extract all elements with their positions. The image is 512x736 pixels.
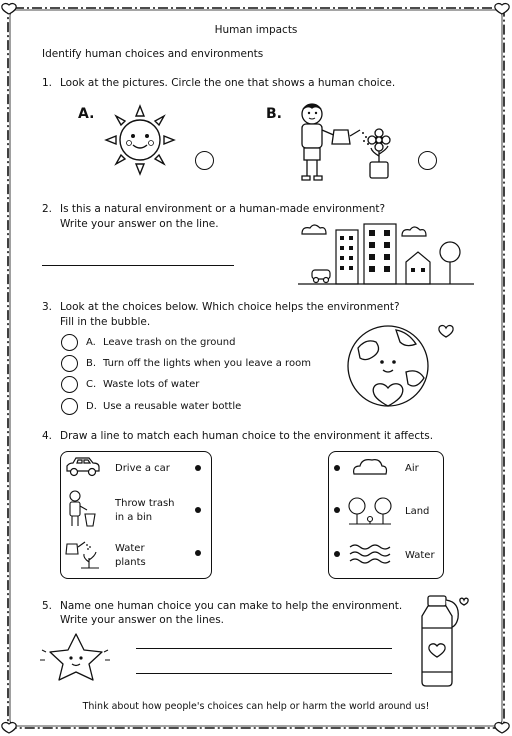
q4-choice-3-dot[interactable] bbox=[195, 550, 201, 556]
q3-option-a-letter: A. bbox=[86, 337, 96, 348]
q5-text-line1: Name one human choice you can make to help the environment. bbox=[60, 600, 403, 612]
q3-option-c-text: Waste lots of water bbox=[103, 379, 200, 390]
cloud-icon bbox=[350, 456, 390, 478]
q3-option-a-text: Leave trash on the ground bbox=[103, 337, 236, 348]
q1-text: Look at the pictures. Circle the one that shows a human choice. bbox=[60, 77, 396, 89]
q4-choice-3-label-line1: Water bbox=[115, 543, 145, 554]
q3-option-b-letter: B. bbox=[86, 358, 97, 369]
q4-env-2-label: Land bbox=[405, 506, 430, 517]
q1-option-a-label: A. bbox=[78, 106, 95, 122]
q4-choice-1-label: Drive a car bbox=[115, 463, 170, 474]
earth-icon bbox=[346, 318, 466, 414]
q4-choice-1-dot[interactable] bbox=[195, 465, 201, 471]
q4-env-3-label: Water bbox=[405, 550, 435, 561]
q2-text-line2: Write your answer on the line. bbox=[60, 218, 219, 230]
q3-text-line2: Fill in the bubble. bbox=[60, 316, 151, 328]
q4-env-1-label: Air bbox=[405, 463, 419, 474]
q3-bubble-a[interactable] bbox=[61, 334, 78, 351]
q3-option-d-letter: D. bbox=[86, 401, 97, 412]
q4-env-3-dot[interactable] bbox=[334, 551, 340, 557]
q3-number: 3. bbox=[42, 301, 53, 313]
trash-icon bbox=[63, 490, 99, 530]
q4-choice-2-label-line2: in a bin bbox=[115, 512, 153, 523]
q1-circle-a[interactable] bbox=[195, 151, 214, 170]
q3-text-line1: Look at the choices below. Which choice helps the environment? bbox=[60, 301, 400, 313]
watering-can-icon bbox=[63, 538, 103, 574]
star-icon bbox=[36, 630, 116, 682]
q4-number: 4. bbox=[42, 430, 53, 442]
q3-bubble-c[interactable] bbox=[61, 376, 78, 393]
q4-text: Draw a line to match each human choice to the environment it affects. bbox=[60, 430, 434, 442]
city-icon bbox=[298, 222, 474, 288]
q5-answer-line-2[interactable] bbox=[136, 673, 392, 674]
waves-icon bbox=[348, 543, 392, 565]
q5-text-line2: Write your answer on the lines. bbox=[60, 614, 225, 626]
q3-bubble-d[interactable] bbox=[61, 398, 78, 415]
q2-text-line1: Is this a natural environment or a human-made environment? bbox=[60, 203, 386, 215]
q1-number: 1. bbox=[42, 77, 53, 89]
page-title: Human impacts bbox=[214, 24, 298, 36]
q5-number: 5. bbox=[42, 600, 53, 612]
q1-option-b-label: B. bbox=[266, 106, 282, 122]
q4-choice-3-label-line2: plants bbox=[115, 557, 146, 568]
q5-answer-line-1[interactable] bbox=[136, 648, 392, 649]
water-bottle-icon bbox=[408, 592, 474, 688]
sun-icon bbox=[100, 100, 180, 180]
q3-bubble-b[interactable] bbox=[61, 355, 78, 372]
q3-option-d-text: Use a reusable water bottle bbox=[103, 401, 242, 412]
car-icon bbox=[63, 455, 103, 479]
q2-number: 2. bbox=[42, 203, 53, 215]
q4-choice-2-dot[interactable] bbox=[195, 507, 201, 513]
q2-answer-line[interactable] bbox=[42, 265, 234, 266]
boy-watering-icon bbox=[294, 100, 406, 186]
page-subtitle: Identify human choices and environments bbox=[42, 48, 264, 60]
q3-option-c-letter: C. bbox=[86, 379, 97, 390]
q4-env-1-dot[interactable] bbox=[334, 465, 340, 471]
q4-env-2-dot[interactable] bbox=[334, 507, 340, 513]
q1-circle-b[interactable] bbox=[418, 151, 437, 170]
q4-choice-2-label-line1: Throw trash bbox=[115, 498, 175, 509]
trees-icon bbox=[347, 494, 393, 528]
footer-text: Think about how people's choices can help or harm the world around us! bbox=[82, 701, 430, 712]
q3-option-b-text: Turn off the lights when you leave a room bbox=[103, 358, 311, 369]
